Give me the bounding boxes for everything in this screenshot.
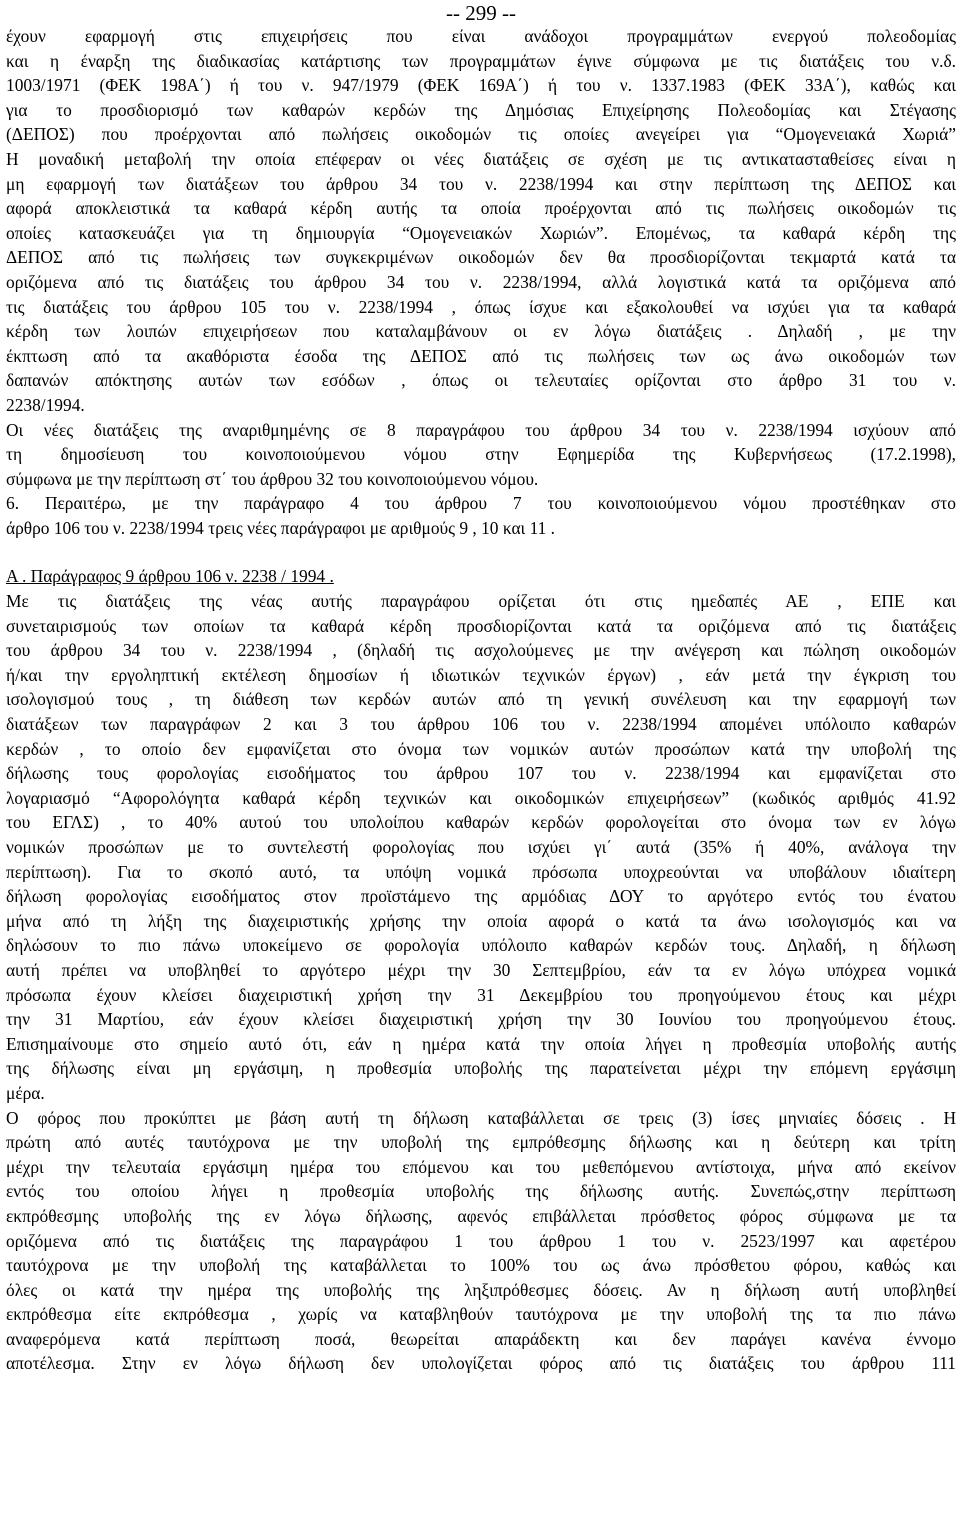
text-line: ταυτόχρονα με την υποβολή της καταβάλλεται το 100% του ως άνω πρόσθετου φόρου, καθώς και [6,1255,956,1276]
text-line: 1003/1971 (ΦΕΚ 198Α΄) ή του ν. 947/1979 (ΦΕΚ 169Α΄) ή του ν. 1337.1983 (ΦΕΚ 33Α΄), καθώς και [6,75,956,96]
text-line: 2238/1994. [6,394,85,415]
text-line: εκπρόθεσμα είτε εκπρόθεσμα , χωρίς να καταβληθούν ταυτόχρονα με την υποβολή της τα πιο πάνω [6,1304,956,1325]
text-line: αποτέλεσμα. Στην εν λόγω δήλωση δεν υπολογίζεται φόρος από τις διατάξεις του άρθρου 111 [6,1353,956,1374]
section-heading: Α . Παράγραφος 9 άρθρου 106 ν. 2238 / 1994 . [6,566,334,587]
text-line: και η έναρξη της διαδικασίας κατάρτισης των προγραμμάτων έγινε σύμφωνα με τις διατάξεις του ν.δ. [6,50,956,71]
text-line: (ΔΕΠΟΣ) που προέρχονται από πωλήσεις οικοδομών τις οποίες ανεγείρει για “Ομογενειακά Χωριά” [6,124,956,145]
blank-line [6,540,956,564]
text-line: νομικών προσώπων με το συντελεστή φορολογίας που ισχύει γι΄ αυτά (35% ή 40%, ανάλογα την [6,837,956,857]
text-line: μη εφαρμογή των διατάξεων του άρθρου 34 του ν. 2238/1994 και στην περίπτωση της ΔΕΠΟΣ και [6,173,956,194]
text-line: 6. Περαιτέρω, με την παράγραφο 4 του άρθρου 7 του κοινοποιούμενου νόμου προστέθηκαν στο [6,493,956,514]
text-line: ΔΕΠΟΣ από τις πωλήσεις των συγκεκριμένων οικοδομών δεν θα προσδιορίζονται τεκμαρτά κατά τα [6,247,956,268]
text-line: Ο φόρος που προκύπτει με βάση αυτή τη δήλωση καταβάλλεται σε τρεις (3) ίσες μηνιαίες δόσεις . Η [6,1107,956,1128]
section-body [6,24,956,540]
text-line: Η μοναδική μεταβολή την οποία επέφεραν οι νέες διατάξεις σε σχέση με τις αντικατασταθείσες είναι η [6,148,956,169]
text-line: άρθρο 106 του ν. 2238/1994 τρεις νέες παράγραφοι με αριθμούς 9 , 10 και 11 . [6,517,556,538]
page-number: -- 299 -- [446,1,516,25]
text-line: Με τις διατάξεις της νέας αυτής παραγράφου ορίζεται ότι στις ημεδαπές ΑΕ , ΕΠΕ και [6,591,956,612]
text-line: εντός του οποίου λήγει η προθεσμία υποβολής της δήλωσης αυτής. Συνεπώς,στην περίπτωση [6,1181,956,1202]
text-line: για το προσδιορισμό των καθαρών κερδών της Δημόσιας Επιχείρησης Πολεοδομίας και Στέγασης [6,99,956,120]
text-line: έκπτωση από τα ακαθόριστα έσοδα της ΔΕΠΟΣ από τις πωλήσεις των ως άνω οικοδομών των [6,345,956,366]
text-line: κέρδη των λοιπών επιχειρήσεων που καταλαμβάνουν οι εν λόγω διατάξεις . Δηλαδή , με την [6,321,956,342]
text-line: όλες οι κατά την ημέρα της υποβολής της ληξιπρόθεσμες δόσεις. Αν η δήλωση αυτή υποβληθεί [6,1279,956,1300]
text-line: δήλωση φορολογίας εισοδήματος στον προϊστάμενο της αρμόδιας ΔΟΥ το αργότερο εντός του ένατου [6,886,956,907]
text-line: αναφερόμενα κατά περίπτωση ποσά, θεωρείται απαράδεκτη και δεν παράγει κανένα έννομο [6,1328,956,1349]
text-line: μέχρι την τελευταία εργάσιμη ημέρα του επόμενου και του μεθεπόμενου αντίστοιχα, μήνα από εκείνον [6,1156,956,1177]
text-line: του ΕΓΛΣ) , το 40% αυτού του υπολοίπου καθαρών κερδών φορολογείται στο όνομα των εν λόγω [6,812,956,833]
text-line: δήλωσης τους φορολογίας εισοδήματος του άρθρου 107 του ν. 2238/1994 και εμφανίζεται στο [6,763,956,784]
text-line: εκπρόθεσμης υποβολής της εν λόγω δήλωσης, αφενός επιβάλλεται πρόσθετος φόρος σύμφωνα με τα [6,1205,956,1226]
text-line: Επισημαίνουμε στο σημείο αυτό ότι, εάν η ημέρα κατά την οποία λήγει η προθεσμία υποβολής αυτής [6,1033,956,1054]
text-line: ισολογισμού τους , τη διάθεση των κερδών αυτών από τη γενική συνέλευση και την εφαρμογή των [6,689,956,710]
text-line: αφορά αποκλειστικά τα καθαρά κέρδη αυτής τα οποία προέρχονται από τις πωλήσεις οικοδομών τις [6,198,956,219]
document-page [6,0,956,1376]
text-line: τη δημοσίευση του κοινοποιούμενου νόμου στην Εφημερίδα της Κυβερνήσεως (17.2.1998), [6,444,956,465]
text-line: δηλώσουν το πιο πάνω υποκείμενο σε φορολογία υπόλοιπο καθαρών κερδών τους. Δηλαδή, η δήλωση [6,935,956,956]
text-line: της δήλωσης είναι μη εργάσιμη, η προθεσμία υποβολής της παρατείνεται μέχρι την επόμενη εργάσιμη [6,1058,956,1079]
text-line: περίπτωση). Για το σκοπό αυτό, τα υπόψη νομικά πρόσωπα υποχρεούνται να υποβάλουν ιδιαίτερη [6,861,956,882]
text-line: μήνα από τη λήξη της διαχειριστικής χρήσης την οποία αφορά ο κατά τα άνω ισολογισμός και να [6,910,956,931]
text-line: Οι νέες διατάξεις της αναριθμημένης σε 8 παραγράφου του άρθρου 34 του ν. 2238/1994 ισχύουν από [6,419,956,440]
text-line: αυτή πρέπει να υποβληθεί το αργότερο μέχρι την 30 Σεπτεμβρίου, εάν τα εν λόγω υπόχρεα νομικά [6,959,956,980]
text-line: έχουν εφαρμογή στις επιχειρήσεις που είναι ανάδοχοι προγραμμάτων ενεργού πολεοδομίας [6,26,956,46]
text-line: συνεταιρισμούς των οποίων τα καθαρά κέρδη προσδιορίζονται κατά τα οριζόμενα από τις διατάξεις [6,615,956,636]
text-line: δαπανών απόκτησης αυτών των εσόδων , όπως οι τελευταίες ορίζονται στο άρθρο 31 του ν. [6,370,956,391]
text-line: την 31 Μαρτίου, εάν έχουν κλείσει διαχειριστική χρήση την 30 Ιουνίου του προηγούμενου έτους. [6,1009,956,1030]
text-line: λογαριασμό “Αφορολόγητα καθαρά κέρδη τεχνικών και οικοδομικών επιχειρήσεων” (κωδικός αριθμός 41.92 [6,787,956,808]
text-line: πρώτη από αυτές ταυτόχρονα με την υποβολή της εμπρόθεσμης δήλωσης και η δεύτερη και τρίτη [6,1132,956,1153]
text-line: κερδών , το οποίο δεν εμφανίζεται στο όνομα των νομικών αυτών προσώπων κατά την υποβολή της [6,738,956,759]
text-line: πρόσωπα έχουν κλείσει διαχειριστική χρήση την 31 Δεκεμβρίου του προηγούμενου έτους και μέχρι [6,984,956,1005]
text-line: οριζόμενα από τις διατάξεις του άρθρου 34 του ν. 2238/1994, αλλά λογιστικά κατά τα οριζόμενα από [6,271,956,292]
text-line: του άρθρου 34 του ν. 2238/1994 , (δηλαδή τις ασχολούμενες με την ανέγερση και πώληση οικοδομών [6,640,956,661]
text-line: μέρα. [6,1082,45,1103]
text-line: σύμφωνα με την περίπτωση στ΄ του άρθρου 32 του κοινοποιούμενου νόμου. [6,468,539,489]
text-line: οποίες κατασκευάζει για τη δημιουργία “Ομογενειακών Χωριών”. Επομένως, τα καθαρά κέρδη της [6,222,956,243]
text-line: οριζόμενα από τις διατάξεις της παραγράφου 1 του άρθρου 1 του ν. 2523/1997 και αφετέρου [6,1230,956,1251]
text-line: ή/και την εργοληπτική εκτέλεση δημοσίων ή ιδιωτικών τεχνικών έργων) , εάν μετά την έγκριση του [6,664,956,685]
text-line: διατάξεων των παραγράφων 2 και 3 του άρθρου 106 του ν. 2238/1994 απομένει υπόλοιπο καθαρών [6,714,956,735]
text-line: τις διατάξεις του άρθρου 105 του ν. 2238/1994 , όπως ίσχυε και εξακολουθεί να ισχύει για τα καθαρά [6,296,956,317]
section-body-paragraph-9 [6,589,956,1376]
